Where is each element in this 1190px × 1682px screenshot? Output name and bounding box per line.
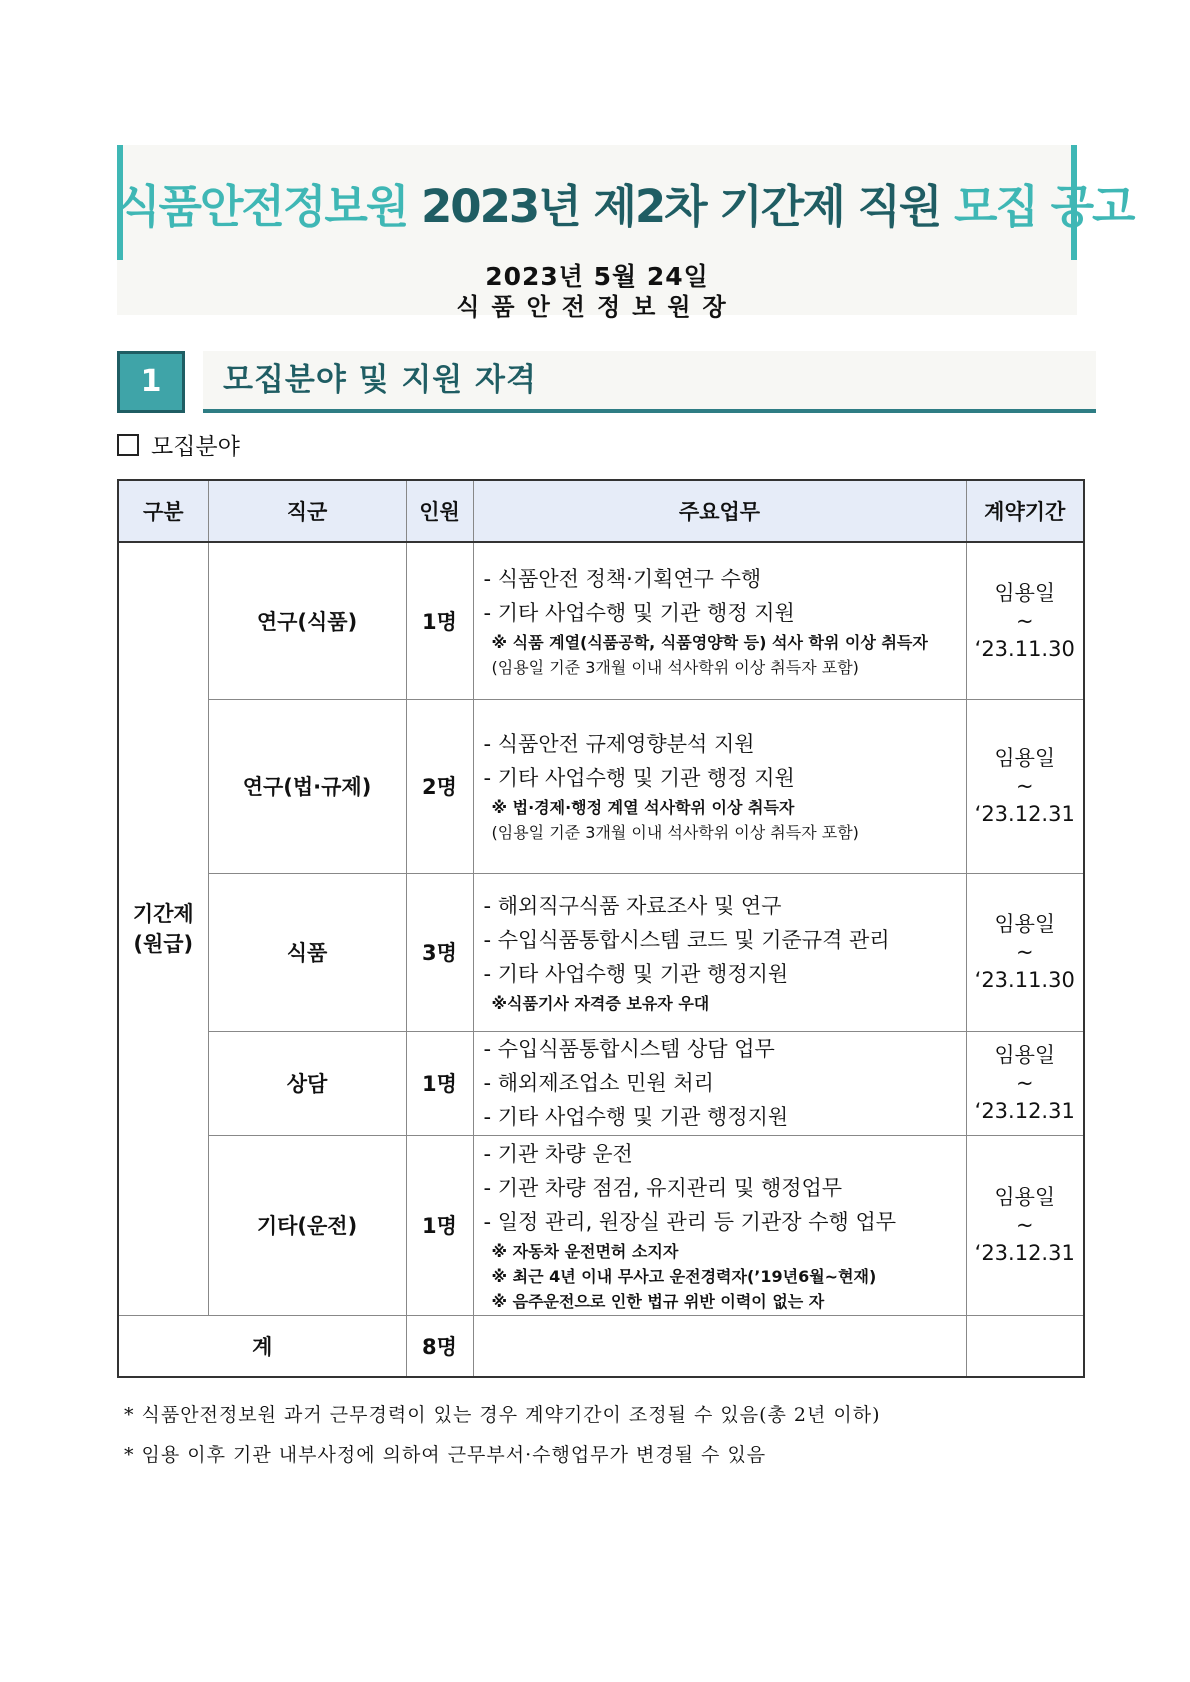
category-line: (원급) bbox=[133, 931, 194, 956]
period-text: ‘23.12.31 bbox=[974, 1241, 1075, 1265]
section-number: 1 bbox=[117, 351, 185, 413]
table-row bbox=[118, 1135, 1084, 1315]
period-text: ~ bbox=[1015, 608, 1034, 633]
duty-line: - 해외직구식품 자료조사 및 연구 bbox=[483, 893, 782, 918]
subheading bbox=[117, 428, 240, 461]
period-cell bbox=[966, 873, 1084, 1031]
duty-line: - 수입식품통합시스템 코드 및 기준규격 관리 bbox=[483, 927, 890, 952]
period-text: 임용일 bbox=[994, 1185, 1056, 1209]
period-text: 임용일 bbox=[994, 1043, 1056, 1067]
job-cell: 기타(운전) bbox=[208, 1135, 406, 1315]
period-text: ‘23.12.31 bbox=[974, 1099, 1075, 1123]
duties-cell bbox=[473, 542, 966, 699]
period-text: ~ bbox=[1015, 940, 1034, 964]
duty-line: - 기관 차량 운전 bbox=[483, 1141, 633, 1166]
count-cell: 1명 bbox=[406, 542, 473, 699]
duty-note: ※ 음주운전으로 인한 법규 위반 이력이 없는 자 bbox=[491, 1291, 825, 1311]
title-middle-part: 2023년 제2차 기간제 직원 bbox=[420, 180, 941, 233]
duty-subnote: (임용일 기준 3개월 이내 석사학위 이상 취득자 포함) bbox=[491, 657, 859, 677]
job-cell: 상담 bbox=[208, 1031, 406, 1135]
section-title: 모집분야 및 지원 자격 bbox=[203, 351, 1096, 413]
table-row bbox=[118, 873, 1084, 1031]
checkbox-icon bbox=[117, 434, 139, 456]
duty-note: ※ 최근 4년 이내 무사고 운전경력자(’19년6월~현재) bbox=[491, 1266, 877, 1286]
duty-note: ※식품기사 자격증 보유자 우대 bbox=[491, 993, 710, 1013]
duty-line: - 기관 차량 점검, 유지관리 및 행정업무 bbox=[483, 1175, 843, 1200]
header-job: 직군 bbox=[208, 480, 406, 542]
empty-cell bbox=[966, 1315, 1084, 1377]
duty-line: - 식품안전 정책·기획연구 수행 bbox=[483, 566, 762, 591]
subheading-label: 모집분야 bbox=[151, 434, 240, 460]
table-row bbox=[118, 542, 1084, 699]
count-cell: 3명 bbox=[406, 873, 473, 1031]
job-cell: 연구(법·규제) bbox=[208, 699, 406, 873]
category-cell bbox=[118, 542, 208, 1315]
period-text: ~ bbox=[1015, 1071, 1034, 1095]
duty-line: - 기타 사업수행 및 기관 행정지원 bbox=[483, 1105, 789, 1129]
duty-line: - 해외제조업소 민원 처리 bbox=[483, 1071, 714, 1095]
period-text: 임용일 bbox=[994, 912, 1056, 936]
duties-cell bbox=[473, 873, 966, 1031]
period-cell bbox=[966, 542, 1084, 699]
footnote-2: * 임용 이후 기관 내부사정에 의하여 근무부서·수행업무가 변경될 수 있음 bbox=[124, 1444, 767, 1466]
header-category: 구분 bbox=[118, 480, 208, 542]
duty-line: - 기타 사업수행 및 기관 행정지원 bbox=[483, 961, 789, 986]
duty-line: - 기타 사업수행 및 기관 행정 지원 bbox=[483, 766, 795, 790]
empty-cell bbox=[473, 1315, 966, 1377]
table-row bbox=[118, 1031, 1084, 1135]
period-text: 임용일 bbox=[994, 746, 1056, 770]
duty-line: - 수입식품통합시스템 상담 업무 bbox=[483, 1037, 775, 1061]
duty-line: - 식품안전 규제영향분석 지원 bbox=[483, 732, 755, 756]
header-duties: 주요업무 bbox=[473, 480, 966, 542]
job-cell: 연구(식품) bbox=[208, 542, 406, 699]
job-cell: 식품 bbox=[208, 873, 406, 1031]
period-text: ~ bbox=[1015, 1213, 1034, 1237]
total-row bbox=[118, 1315, 1084, 1377]
duty-note: ※ 자동차 운전면허 소지자 bbox=[491, 1241, 679, 1261]
count-cell: 1명 bbox=[406, 1135, 473, 1315]
total-label: 계 bbox=[118, 1315, 406, 1377]
count-cell: 2명 bbox=[406, 699, 473, 873]
category-line: 기간제 bbox=[132, 901, 194, 926]
duty-note: ※ 식품 계열(식품공학, 식품영양학 등) 석사 학위 이상 취득자 bbox=[491, 632, 928, 652]
announcement-date: 2023년 5월 24일 bbox=[485, 262, 709, 291]
header-count: 인원 bbox=[406, 480, 473, 542]
title-box bbox=[117, 145, 1134, 321]
page-title bbox=[117, 170, 1134, 235]
period-text: ‘23.11.30 bbox=[974, 636, 1075, 661]
recruitment-table bbox=[117, 479, 1085, 1378]
table-header-row bbox=[118, 480, 1084, 542]
duties-cell bbox=[473, 699, 966, 873]
duty-subnote: (임용일 기준 3개월 이내 석사학위 이상 취득자 포함) bbox=[491, 823, 859, 842]
title-org-part: 식품안전정보원 bbox=[117, 180, 408, 233]
count-cell: 1명 bbox=[406, 1031, 473, 1135]
duty-note: ※ 법·경제·행정 계열 석사학위 이상 취득자 bbox=[491, 798, 795, 817]
duties-cell bbox=[473, 1031, 966, 1135]
announcement-org: 식품안전정보원장 bbox=[456, 293, 738, 321]
period-text: ‘23.11.30 bbox=[974, 968, 1075, 992]
duty-line: - 일정 관리, 원장실 관리 등 기관장 수행 업무 bbox=[483, 1209, 897, 1234]
duties-cell bbox=[473, 1135, 966, 1315]
title-end-part: 모집 공고 bbox=[953, 180, 1134, 233]
footnote-1: * 식품안전정보원 과거 근무경력이 있는 경우 계약기간이 조정될 수 있음(총 2년 이하) bbox=[124, 1404, 881, 1426]
period-cell bbox=[966, 699, 1084, 873]
duty-line: - 기타 사업수행 및 기관 행정 지원 bbox=[483, 600, 795, 625]
period-text: 임용일 bbox=[994, 580, 1056, 605]
period-text: ~ bbox=[1015, 774, 1034, 798]
table-row bbox=[118, 699, 1084, 873]
period-cell bbox=[966, 1031, 1084, 1135]
header-period: 계약기간 bbox=[966, 480, 1084, 542]
total-count: 8명 bbox=[406, 1315, 473, 1377]
period-cell bbox=[966, 1135, 1084, 1315]
period-text: ‘23.12.31 bbox=[974, 802, 1075, 826]
table-body bbox=[118, 542, 1084, 1377]
